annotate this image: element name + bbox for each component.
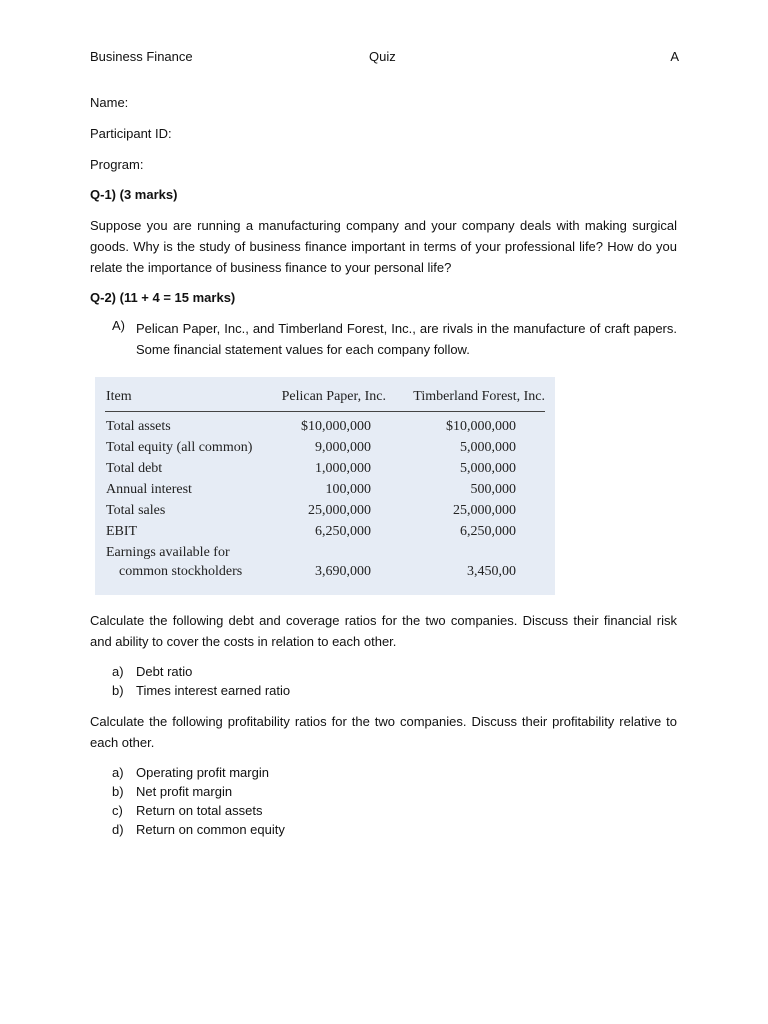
row-pelican-value: 9,000,000 [315, 440, 371, 455]
row-pelican-value: 25,000,000 [308, 503, 371, 518]
row-item: Annual interest [106, 482, 192, 497]
part-a-marker: A) [112, 318, 125, 333]
list-marker: b) [112, 784, 124, 799]
list-marker: a) [112, 765, 124, 780]
list-item [112, 664, 192, 679]
q1-heading: Q-1) (3 marks) [90, 187, 178, 202]
row-pelican-value: 100,000 [325, 482, 371, 497]
list-item [112, 803, 262, 818]
row-item: Total debt [106, 461, 163, 476]
table-header-timberland: Timberland Forest, Inc. [413, 389, 545, 404]
financial-table [95, 377, 555, 595]
table-row [95, 440, 555, 461]
list-marker: a) [112, 664, 124, 679]
table-header-rule [105, 411, 545, 412]
table-row [95, 524, 555, 545]
table-header-pelican: Pelican Paper, Inc. [281, 389, 386, 404]
table-row [95, 419, 555, 440]
row-timberland-value: $10,000,000 [446, 419, 516, 434]
list-item [112, 822, 285, 837]
row-item: Total assets [106, 419, 171, 434]
row-item-line2: common stockholders [119, 564, 243, 579]
row-pelican-value: $10,000,000 [301, 419, 371, 434]
row-timberland-value: 3,450,00 [467, 564, 516, 579]
row-item: Total equity (all common) [106, 440, 253, 455]
list-item [112, 765, 269, 780]
list-label: Net profit margin [136, 784, 233, 799]
q1-text: Suppose you are running a manufacturing company and your company deals with making surgical goods. Why is the study of business finance important in terms of your professional life? How do you relate the importance of business finance to your personal life? [90, 218, 677, 275]
page-header [90, 49, 679, 67]
quiz-version: A [670, 49, 679, 64]
list-marker: c) [112, 803, 123, 818]
row-timberland-value: 500,000 [470, 482, 516, 497]
table-row [95, 461, 555, 482]
document-type: Quiz [369, 49, 396, 64]
row-timberland-value: 6,250,000 [460, 524, 516, 539]
row-timberland-value: 25,000,000 [453, 503, 516, 518]
table-header-item: Item [106, 389, 132, 404]
row-item: Total sales [106, 503, 166, 518]
list-item [112, 683, 290, 698]
list-label: Debt ratio [136, 664, 193, 679]
row-item: EBIT [106, 524, 138, 539]
row-timberland-value: 5,000,000 [460, 461, 516, 476]
list-marker: d) [112, 822, 124, 837]
list-marker: b) [112, 683, 124, 698]
program-label: Program: [90, 157, 144, 172]
table-row [95, 503, 555, 524]
list-label: Return on common equity [136, 822, 285, 837]
row-pelican-value: 1,000,000 [315, 461, 371, 476]
list-item [112, 784, 232, 799]
profitability-ratios-intro: Calculate the following profitability ratios for the two companies. Discuss their profitability relative to each other. [90, 714, 677, 750]
course-title: Business Finance [90, 49, 193, 64]
row-pelican-value: 6,250,000 [315, 524, 371, 539]
row-item-line1: Earnings available for [106, 545, 230, 560]
debt-ratios-intro: Calculate the following debt and coverage ratios for the two companies. Discuss their financial risk and ability to cover the costs in relation to each other. [90, 613, 677, 649]
list-label: Times interest earned ratio [136, 683, 291, 698]
q2-heading: Q-2) (11 + 4 = 15 marks) [90, 290, 236, 305]
row-pelican-value: 3,690,000 [315, 564, 371, 579]
list-label: Operating profit margin [136, 765, 269, 780]
participant-id-label: Participant ID: [90, 126, 172, 141]
table-row [95, 482, 555, 503]
row-timberland-value: 5,000,000 [460, 440, 516, 455]
table-row [95, 545, 555, 585]
list-label: Return on total assets [136, 803, 263, 818]
part-a-text: Pelican Paper, Inc., and Timberland Forest, Inc., are rivals in the manufacture of craft papers. Some financial statement values for each company follow. [136, 321, 677, 357]
name-label: Name: [90, 95, 129, 110]
